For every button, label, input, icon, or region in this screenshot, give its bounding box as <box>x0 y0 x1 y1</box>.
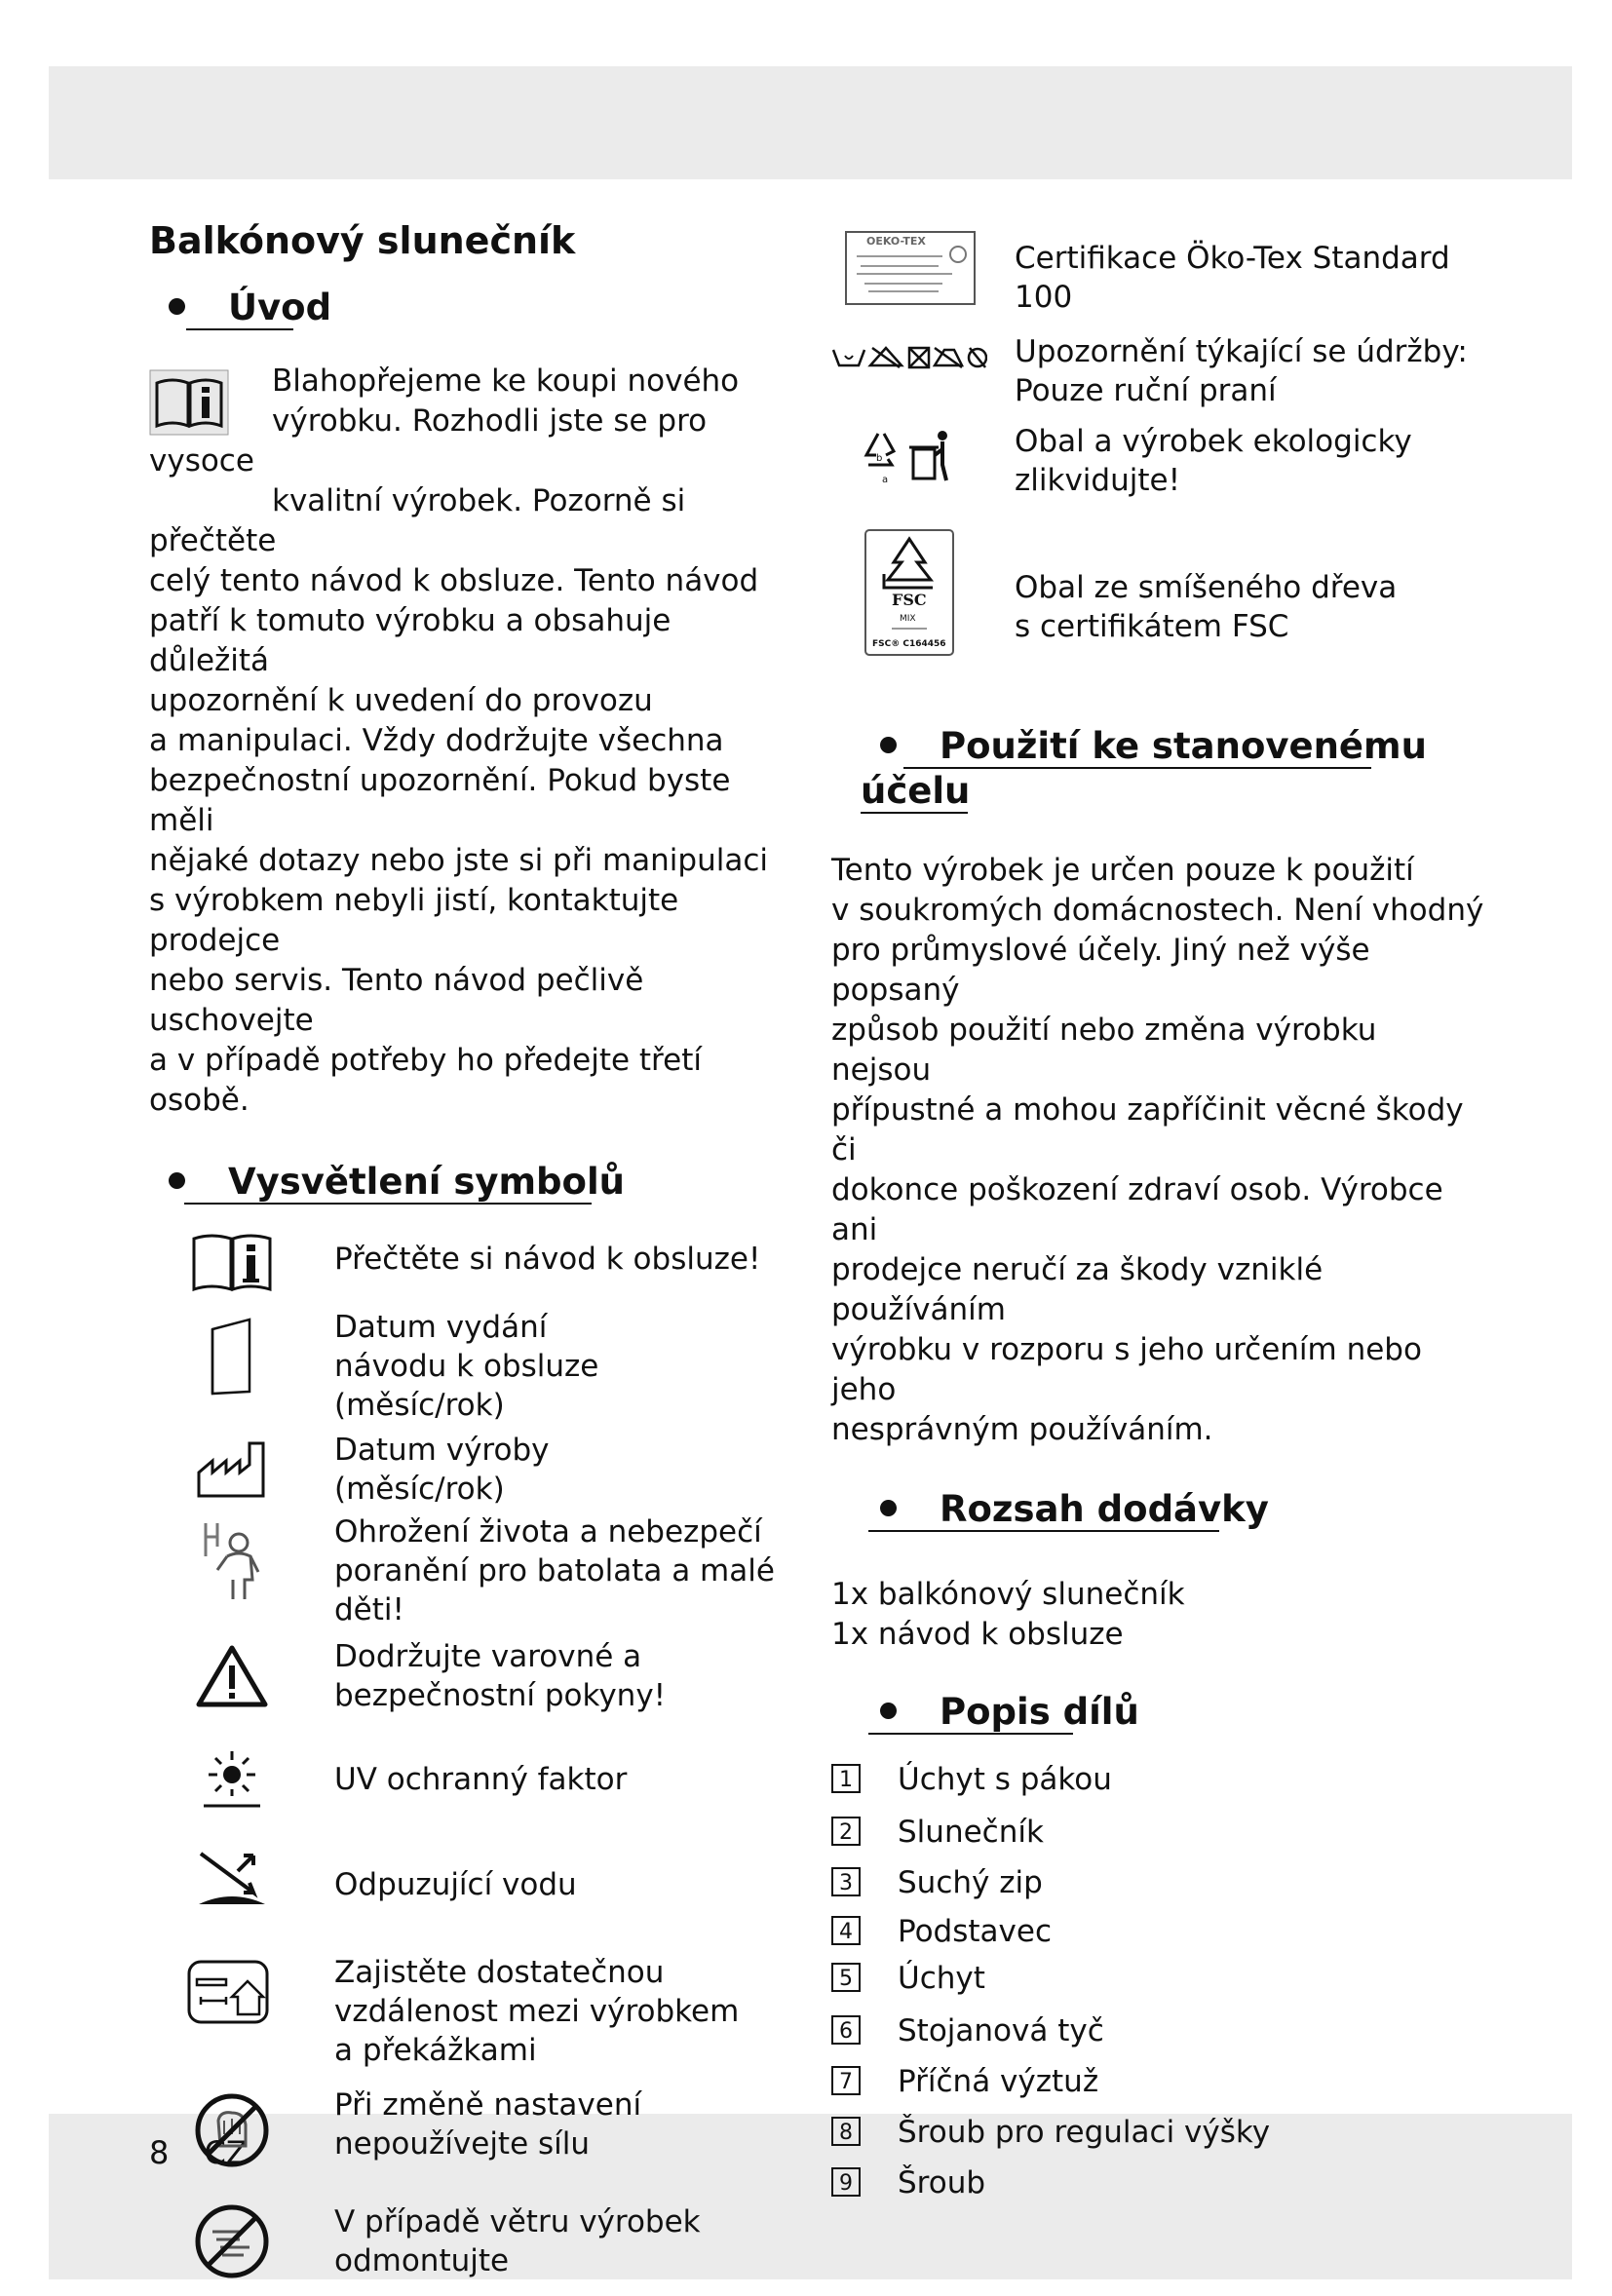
symbol-description: V případě větru výrobek odmontujte <box>334 2203 701 2278</box>
scope-item: 1x návod k obsluze <box>831 1617 1124 1652</box>
bullet-icon <box>169 1172 185 1189</box>
symbol-description: Datum výroby (měsíc/rok) <box>334 1432 550 1507</box>
symbols-heading-text: Vysvětlení symbolů <box>228 1160 625 1203</box>
water-repellent-icon <box>188 1838 276 1916</box>
heading-underline <box>184 1203 592 1205</box>
intended-use-paragraph: Tento výrobek je určen pouze k použití v soukromých domácnostech. Není vhodný pro průmyslové účely. Jiný než výše popsaný způsob použití nebo změna výrobku nejsou přípustné a mohou zapříčinit věcné škody či dokonce poškození zdraví osob. Výrobce ani prodejce neručí za škody vzniklé používáním výrobku v rozporu s jeho určením nebo jeho nesprávným používáním. <box>831 853 1484 1447</box>
fsc-logo-icon <box>864 529 954 656</box>
symbol-description: Při změně nastavení nepoužívejte sílu <box>334 2086 642 2162</box>
oeko-tex-label-icon <box>845 231 976 305</box>
bullet-icon <box>880 1500 897 1516</box>
fsc-license-code: FSC® C164456 <box>872 639 946 649</box>
heading-underline <box>903 767 1371 769</box>
scope-list <box>831 1575 1484 1655</box>
cert-description: Upozornění týkající se údržby: Pouze ruční praní <box>1015 334 1468 408</box>
heading-underline <box>868 1733 1073 1735</box>
bullet-icon <box>880 1703 897 1719</box>
intended-use-heading: Použití ke stanovenému účelu <box>861 725 1427 812</box>
parts-list: 1 Úchyt s pákou 2 Slunečník 3 Suchý zip 4 Podstavec 5 Úchyt 6 Stojanová tyč 7 Příčná výztuž 8 Šroub pro regulaci výšky 9 Šroub <box>831 1760 1484 2208</box>
cert-description: Obal a výrobek ekologicky zlikvidujte! <box>1015 424 1412 498</box>
page-title: Balkónový slunečník <box>149 219 576 262</box>
bullet-icon <box>880 737 897 753</box>
booklet-icon <box>188 1318 276 1396</box>
intro-paragraph: Blahopřejeme ke koupi nového výrobku. Rozhodli jste se pro vysoce kvalitní výrobek. Pozorně si přečtěte celý tento návod k obsluze. Tento návod patří k tomuto výrobku a obsahuje důležitá upozornění k uvedení do provozu a manipulaci. Vždy dodržujte všechna bezpečnostní upozornění. Pokud byste měli nějaké dotazy nebo jste si při manipulaci s výrobkem nebyli jistí, kontaktujte prodejce nebo servis. Tento návod pečlivě uschovejte a v případě potřeby ho předejte třetí osobě. <box>149 363 768 1118</box>
recycle-bin-icon <box>861 426 954 488</box>
left-column <box>149 219 792 2296</box>
cert-description: Certifikace Öko-Tex Standard 100 <box>1015 241 1450 315</box>
info-book-icon <box>149 369 229 436</box>
parts-heading: Popis dílů <box>861 1690 1514 1735</box>
factory-icon <box>188 1431 276 1509</box>
symbol-description: Datum vydání návodu k obsluze (měsíc/rok) <box>334 1309 599 1423</box>
scope-item: 1x balkónový slunečník <box>831 1577 1185 1612</box>
symbols-heading <box>149 1160 792 1205</box>
bullet-icon <box>169 298 185 315</box>
cert-list <box>831 231 1484 679</box>
svg-text:a: a <box>882 475 889 485</box>
sun-uv-icon <box>188 1741 276 1818</box>
heading-underline <box>186 328 293 330</box>
cert-description: Obal ze smíšeného dřeva s certifikátem FSC <box>1015 570 1398 644</box>
svg-text:b: b <box>876 453 883 464</box>
care-symbols-icon <box>831 342 987 371</box>
symbol-list <box>149 1224 792 2296</box>
distance-house-icon <box>184 1953 272 2031</box>
symbol-description: Zajistěte dostatečnou vzdálenost mezi výrobkem a překážkami <box>334 1954 740 2068</box>
symbol-description: Odpuzující vodu <box>334 1866 577 1902</box>
header-band <box>49 66 1572 179</box>
no-wind-icon <box>188 2202 276 2280</box>
right-column <box>831 219 1484 2208</box>
no-force-icon <box>188 2091 276 2169</box>
scope-heading: Rozsah dodávky <box>861 1487 1514 1532</box>
symbol-description: Dodržujte varovné a bezpečnostní pokyny! <box>334 1638 667 1713</box>
info-book-icon <box>188 1224 276 1302</box>
symbol-description: Ohrožení života a nebezpečí poranění pro batolata a malé děti! <box>334 1513 775 1627</box>
fsc-mix-text: MIX <box>900 614 916 624</box>
heading-underline <box>868 1530 1219 1532</box>
symbol-description: UV ochranný faktor <box>334 1761 628 1797</box>
page-number: 8 <box>149 2134 170 2171</box>
fsc-text: FSC <box>892 591 927 609</box>
intro-heading-text: Úvod <box>228 286 332 328</box>
oeko-tex-label-text: OEKO-TEX <box>866 235 926 248</box>
heading-underline <box>861 812 968 814</box>
language-code: CZ <box>204 2134 248 2171</box>
intro-heading <box>149 286 792 330</box>
symbol-description: Přečtěte si návod k obsluze! <box>334 1241 761 1277</box>
warning-triangle-icon <box>188 1637 276 1715</box>
toddler-warning-icon <box>188 1522 276 1600</box>
intro-block <box>149 362 792 1121</box>
